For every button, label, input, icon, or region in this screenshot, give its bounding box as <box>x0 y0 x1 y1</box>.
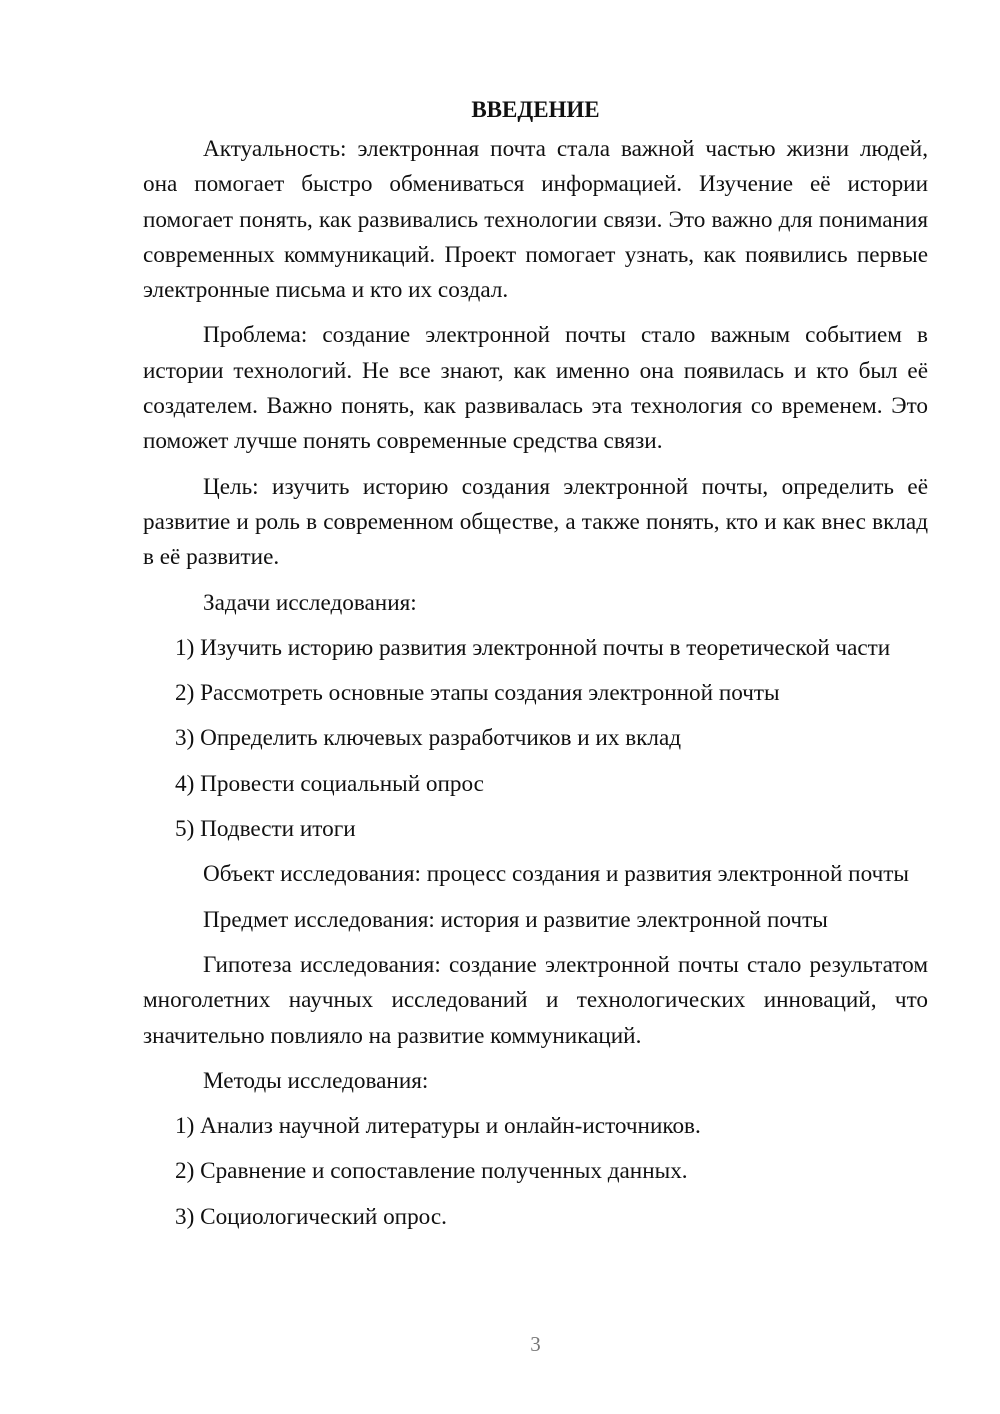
section-title: ВВЕДЕНИЕ <box>471 97 600 122</box>
hypothesis-paragraph: Гипотеза исследования: создание электронной почты стало результатом многолетних научных исследований и технологических инноваций, что значительно повлияло на развитие коммуникаций. <box>143 951 928 1049</box>
task-item: 1) Изучить историю развития электронной почты в теоретической части <box>175 634 891 661</box>
tasks-list <box>143 631 928 847</box>
relevance-paragraph: Актуальность: электронная почта стала важной частью жизни людей, она помогает быстро обмениваться информацией. Изучение её истории помогает понять, как развивались технологии связи. Это важно для понимания современных коммуникаций. Проект помогает узнать, как появились первые электронные письма и кто их создал. <box>143 136 928 304</box>
task-item: 4) Провести социальный опрос <box>175 770 484 797</box>
methods-heading: Методы исследования: <box>203 1067 429 1094</box>
object-paragraph: Объект исследования: процесс создания и развития электронной почты <box>203 861 909 888</box>
goal-paragraph: Цель: изучить историю создания электронной почты, определить её развитие и роль в современном обществе, а также понять, кто и как внес вклад в её развитие. <box>143 473 928 571</box>
task-item: 5) Подвести итоги <box>175 816 356 843</box>
method-item: 1) Анализ научной литературы и онлайн-источников. <box>175 1113 701 1140</box>
methods-list <box>143 1109 928 1235</box>
method-item: 2) Сравнение и сопоставление полученных данных. <box>175 1158 688 1185</box>
task-item: 2) Рассмотреть основные этапы создания электронной почты <box>175 680 780 707</box>
subject-paragraph: Предмет исследования: история и развитие электронной почты <box>203 906 828 933</box>
problem-paragraph: Проблема: создание электронной почты стало важным событием в истории технологий. Не все знают, как именно она появилась и кто был её создателем. Важно понять, как развивалась эта технология со временем. Это поможет лучше понять современные средства связи. <box>143 322 928 455</box>
method-item: 3) Социологический опрос. <box>175 1203 447 1230</box>
tasks-heading: Задачи исследования: <box>203 589 417 616</box>
page-number: 3 <box>530 1332 541 1356</box>
task-item: 3) Определить ключевых разработчиков и их вклад <box>175 725 682 752</box>
